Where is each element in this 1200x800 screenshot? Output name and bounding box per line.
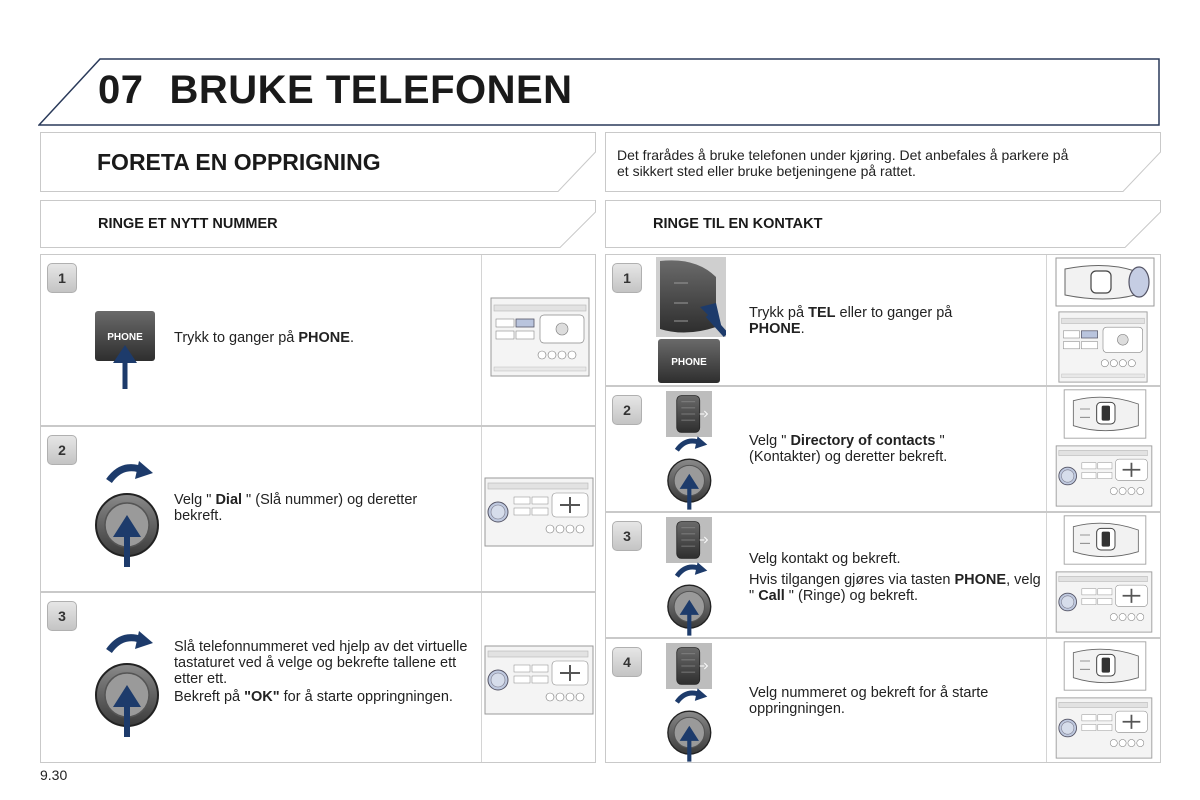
left-step-2-text: Velg " Dial " (Slå nummer) og deretter bekreft. [174,492,418,524]
steering-wheel-icon [1055,389,1155,439]
rotary-knob-icon [662,561,718,637]
section-title: FORETA EN OPPRIGNING [97,149,381,175]
rotary-knob-icon [662,687,718,763]
radio-panel-icon [1053,311,1153,383]
radio-knob-panel-icon [1049,571,1159,633]
phone-key-label: PHONE [671,357,707,368]
right-step-3-image [1046,513,1161,637]
left-subtitle: RINGE ET NYTT NUMMER [98,216,278,232]
right-step-3-text: Velg kontakt og bekreft. Hvis tilgangen gjøres via tasten PHONE, velg " Call " (Ringe) og bekreft. [749,551,1041,604]
left-step-2-image [481,427,596,591]
chapter-number: 07 [98,68,144,112]
step-badge: 1 [612,263,642,293]
left-step-2 [40,426,596,592]
left-step-1-image [481,255,596,425]
steering-stalk-icon [662,643,716,689]
rotary-knob-icon [93,629,163,739]
step-badge: 1 [47,263,77,293]
right-step-4 [605,638,1161,763]
radio-knob-panel-icon [484,645,594,715]
chapter-heading: BRUKE TELEFONEN [169,68,573,112]
steering-wheel-icon [1055,641,1155,691]
right-step-1 [605,254,1161,386]
step-badge: 2 [47,435,77,465]
warning-text: Det frarådes å bruke telefonen under kjøring. Det anbefales å parkere på et sikkert sted eller bruke betjeningene på rattet. [617,147,1069,179]
right-step-2-image [1046,387,1161,511]
step-badge: 4 [612,647,642,677]
right-step-1-image [1046,255,1161,385]
right-step-2 [605,386,1161,512]
rotary-knob-icon [93,459,163,569]
step-badge: 3 [612,521,642,551]
radio-knob-panel-icon [1049,445,1159,507]
left-step-3 [40,592,596,763]
left-step-1-text: Trykk to ganger på PHONE. [174,330,354,346]
steering-stalk-icon [662,391,716,437]
right-step-3 [605,512,1161,638]
right-step-4-text: Velg nummeret og bekreft for å starte oppringningen. [749,685,989,717]
phone-key-label: PHONE [107,332,143,343]
step-badge: 3 [47,601,77,631]
steering-stalk-icon [662,517,716,563]
steering-wheel-icon [1055,515,1155,565]
rotary-knob-icon [662,435,718,511]
tel-stalk-icon [656,257,726,385]
chapter-title [98,68,573,113]
radio-panel-icon [490,297,590,377]
phone-key-icon [93,309,157,391]
page-number: 9.30 [40,767,68,783]
step-badge: 2 [612,395,642,425]
right-step-2-text: Velg " Directory of contacts " (Kontakter) og deretter bekreft. [749,433,948,465]
right-subtitle: RINGE TIL EN KONTAKT [653,216,823,232]
right-step-1-text: Trykk på TEL eller to ganger på PHONE. [749,305,953,337]
left-step-3-text: Slå telefonnummeret ved hjelp av det virtuelle tastaturet ved å velge og bekrefte tallene ett etter ett. Bekreft på "OK" for å starte oppringningen. [174,639,468,705]
right-step-4-image [1046,639,1161,762]
radio-knob-panel-icon [484,477,594,547]
left-step-3-image [481,593,596,762]
left-step-1 [40,254,596,426]
steering-wheel-tel-icon [1055,257,1155,307]
radio-knob-panel-icon [1049,697,1159,759]
